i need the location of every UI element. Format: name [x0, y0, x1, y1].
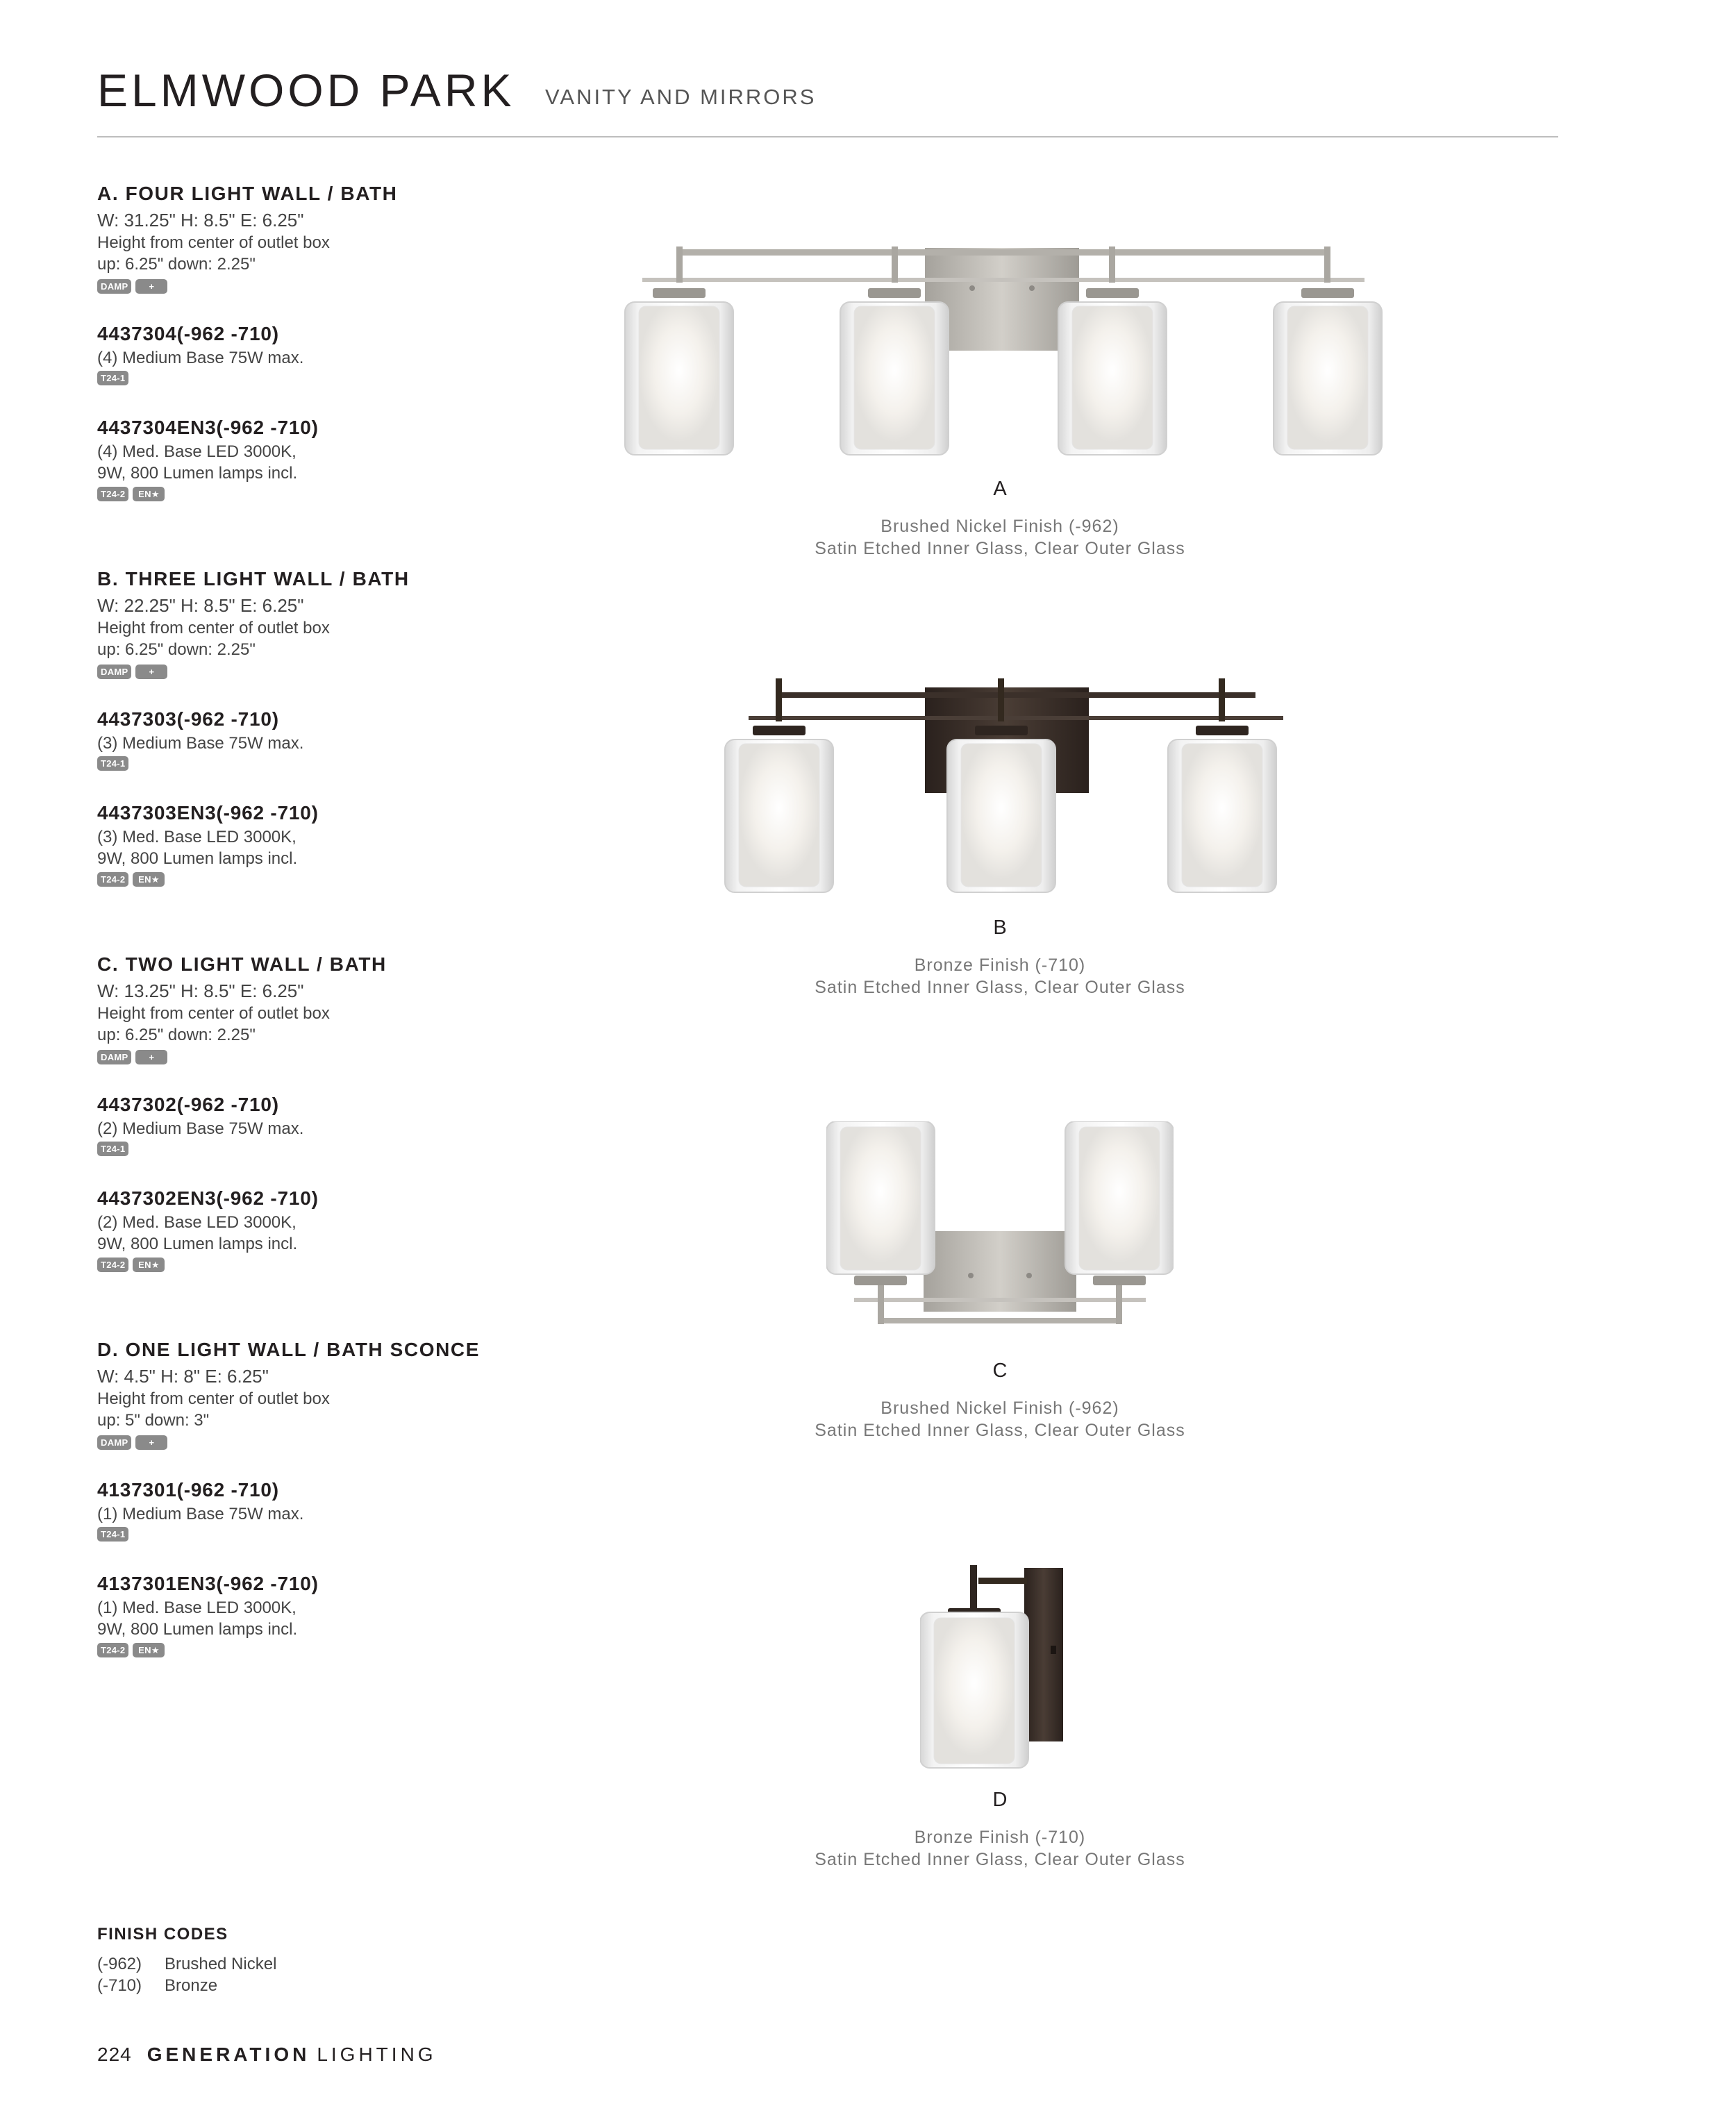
section-title: A. FOUR LIGHT WALL / BATH — [97, 183, 398, 204]
t24-1-badge: T24-1 — [97, 756, 128, 771]
model-number: 4437304(-962 -710) — [97, 323, 279, 344]
glass-shade — [1065, 1121, 1174, 1285]
model-number-led: 4437304EN3(-962 -710) — [97, 417, 319, 438]
lamp-spec: (3) Medium Base 75W max. — [97, 734, 304, 753]
damp-badge: DAMP — [97, 1050, 131, 1064]
rating-badges — [97, 279, 167, 294]
outlet-height: Height from center of outlet box — [97, 233, 330, 252]
led-spec-2: 9W, 800 Lumen lamps incl. — [97, 1235, 298, 1253]
led-badges — [97, 872, 165, 887]
t24-1-badge: T24-1 — [97, 371, 128, 385]
lamp-spec: (1) Medium Base 75W max. — [97, 1505, 304, 1523]
finish-code: (-710) — [97, 1976, 142, 1995]
page-number: 224 — [97, 2044, 132, 2065]
finish-label: Bronze Finish (-710) — [914, 1828, 1086, 1847]
dimensions: W: 13.25" H: 8.5" E: 6.25" — [97, 980, 304, 1001]
product-image-a — [611, 240, 1396, 469]
product-caption-d — [722, 1826, 1278, 1871]
dimensions: W: 31.25" H: 8.5" E: 6.25" — [97, 210, 304, 231]
damp-badge: DAMP — [97, 279, 131, 294]
product-letter-d: D — [992, 1789, 1008, 1811]
dimensions: W: 22.25" H: 8.5" E: 6.25" — [97, 595, 304, 616]
glass-label: Satin Etched Inner Glass, Clear Outer Glass — [815, 1850, 1185, 1869]
led-badges — [97, 1643, 165, 1657]
t24-badges — [97, 1527, 128, 1542]
product-image-c — [826, 1121, 1174, 1333]
led-badges — [97, 487, 165, 501]
t24-1-badge: T24-1 — [97, 1142, 128, 1156]
lower-bar — [642, 278, 1364, 282]
model-number: 4137301(-962 -710) — [97, 1479, 279, 1501]
arm — [978, 1578, 1027, 1584]
t24-2-badge: T24-2 — [97, 487, 128, 501]
backplate — [1024, 1568, 1063, 1741]
dimmable-icon: + — [135, 279, 167, 294]
finish-codes-title: FINISH CODES — [97, 1925, 228, 1944]
led-spec: (4) Med. Base LED 3000K, — [97, 442, 297, 461]
damp-badge: DAMP — [97, 1435, 131, 1450]
model-number-led: 4437303EN3(-962 -710) — [97, 802, 319, 824]
glass-shade — [826, 1121, 935, 1285]
outlet-height: Height from center of outlet box — [97, 619, 330, 637]
t24-2-badge: T24-2 — [97, 872, 128, 887]
led-spec-2: 9W, 800 Lumen lamps incl. — [97, 1620, 298, 1639]
crossbar — [878, 1318, 1121, 1323]
lower-bar — [749, 716, 1283, 720]
lower-bar — [854, 1298, 1146, 1302]
dimmable-icon: + — [135, 1435, 167, 1450]
section-title: B. THREE LIGHT WALL / BATH — [97, 568, 410, 590]
model-number: 4437302(-962 -710) — [97, 1094, 279, 1115]
finish-name: Bronze — [165, 1976, 218, 1995]
energy-star-badge: EN★ — [133, 1258, 165, 1272]
energy-star-badge: EN★ — [133, 487, 165, 501]
finish-code-row — [97, 1976, 217, 1996]
lamp-spec: (4) Medium Base 75W max. — [97, 349, 304, 367]
glass-shade — [1058, 288, 1167, 455]
model-number-led: 4437302EN3(-962 -710) — [97, 1187, 319, 1209]
crossbar — [776, 692, 1255, 698]
glass-label: Satin Etched Inner Glass, Clear Outer Glass — [815, 539, 1185, 558]
glass-label: Satin Etched Inner Glass, Clear Outer Glass — [815, 1421, 1185, 1440]
outlet-height-values: up: 6.25" down: 2.25" — [97, 255, 256, 274]
finish-code: (-962) — [97, 1955, 142, 1973]
energy-star-badge: EN★ — [133, 1643, 165, 1657]
dimensions: W: 4.5" H: 8" E: 6.25" — [97, 1366, 269, 1387]
t24-badges — [97, 371, 128, 385]
page-subtitle: VANITY AND MIRRORS — [545, 85, 817, 109]
outlet-height-values: up: 6.25" down: 2.25" — [97, 640, 256, 659]
glass-shade — [625, 288, 733, 455]
t24-1-badge: T24-1 — [97, 1527, 128, 1542]
header-divider — [97, 136, 1558, 137]
energy-star-badge: EN★ — [133, 872, 165, 887]
product-caption-b — [722, 954, 1278, 999]
lamp-spec: (2) Medium Base 75W max. — [97, 1119, 304, 1138]
product-image-b — [722, 677, 1305, 903]
rating-badges — [97, 1435, 167, 1450]
glass-shade — [947, 726, 1055, 892]
outlet-height-values: up: 5" down: 3" — [97, 1411, 210, 1430]
glass-shade — [725, 726, 833, 892]
t24-2-badge: T24-2 — [97, 1258, 128, 1272]
section-title: D. ONE LIGHT WALL / BATH SCONCE — [97, 1339, 481, 1360]
led-spec: (2) Med. Base LED 3000K, — [97, 1213, 297, 1232]
page-title: ELMWOOD PARK — [97, 65, 515, 116]
finish-label: Brushed Nickel Finish (-962) — [880, 517, 1119, 536]
glass-shade — [1168, 726, 1276, 892]
product-caption-c — [722, 1397, 1278, 1442]
glass-shade — [920, 1608, 1028, 1768]
brand-name: GENERATION — [147, 2044, 310, 2065]
glass-label: Satin Etched Inner Glass, Clear Outer Glass — [815, 978, 1185, 997]
finish-code-row — [97, 1955, 276, 1974]
outlet-height: Height from center of outlet box — [97, 1004, 330, 1023]
glass-shade — [840, 288, 949, 455]
damp-badge: DAMP — [97, 665, 131, 679]
dimmable-icon: + — [135, 665, 167, 679]
model-number: 4437303(-962 -710) — [97, 708, 279, 730]
glass-shade — [1274, 288, 1382, 455]
led-spec-2: 9W, 800 Lumen lamps incl. — [97, 849, 298, 868]
finish-label: Bronze Finish (-710) — [914, 955, 1086, 975]
page-footer — [97, 2044, 437, 2066]
product-letter-c: C — [992, 1360, 1008, 1382]
led-spec: (3) Med. Base LED 3000K, — [97, 828, 297, 846]
section-title: C. TWO LIGHT WALL / BATH — [97, 953, 387, 975]
led-spec-2: 9W, 800 Lumen lamps incl. — [97, 464, 298, 483]
product-letter-b: B — [993, 917, 1007, 939]
brand-suffix: LIGHTING — [317, 2044, 437, 2065]
rating-badges — [97, 1050, 167, 1064]
product-image-d — [920, 1562, 1087, 1771]
finish-label: Brushed Nickel Finish (-962) — [880, 1398, 1119, 1418]
t24-badges — [97, 756, 128, 771]
product-letter-a: A — [993, 478, 1007, 500]
finish-name: Brushed Nickel — [165, 1955, 277, 1973]
crossbar — [677, 249, 1330, 256]
product-caption-a — [722, 515, 1278, 560]
t24-badges — [97, 1142, 128, 1156]
rating-badges — [97, 665, 167, 679]
t24-2-badge: T24-2 — [97, 1643, 128, 1657]
outlet-height-values: up: 6.25" down: 2.25" — [97, 1026, 256, 1044]
led-spec: (1) Med. Base LED 3000K, — [97, 1598, 297, 1617]
model-number-led: 4137301EN3(-962 -710) — [97, 1573, 319, 1594]
dimmable-icon: + — [135, 1050, 167, 1064]
outlet-height: Height from center of outlet box — [97, 1389, 330, 1408]
led-badges — [97, 1258, 165, 1272]
